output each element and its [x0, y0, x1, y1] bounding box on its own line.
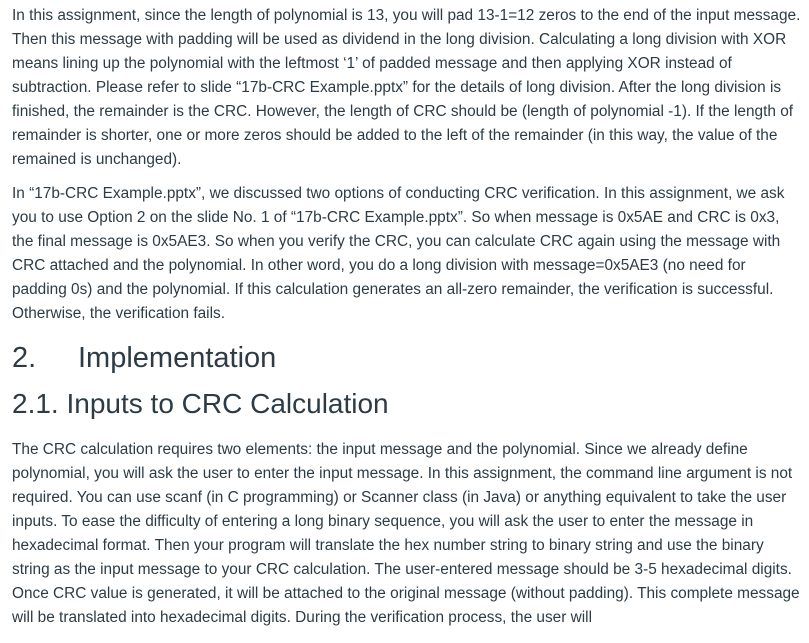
subsection-heading-inputs: 2.1. Inputs to CRC Calculation [12, 388, 389, 419]
section-number: 2. [12, 342, 37, 374]
paragraph-inputs: The CRC calculation requires two elements: the input message and the polynomial. Since we already define polynomial, you will ask the user to enter the input message. In this assignment, the command line argument is not required. You can use scanf (in C programming) or Scanner class (in Java) or anything equivalent to take the user inputs. To ease the difficulty of entering a long binary sequence, you will ask the user to enter the message in hexadecimal format. Then your program will translate the hex number string to binary string and use the binary string as the input message to your CRC calculation. The user-entered message should be 3-5 hexadecimal digits. Once CRC value is generated, it will be attached to the original message (without padding). This complete message will be translated into hexadecimal digits. During the verification process, the user will [12, 441, 800, 626]
section-heading-implementation [12, 338, 802, 378]
document-page [12, 4, 802, 640]
paragraph-crc-verification: In “17b-CRC Example.pptx”, we discussed two options of conducting CRC verification. In this assignment, we ask you to use Option 2 on the slide No. 1 of “17b-CRC Example.pptx”. So when message is 0x5AE and CRC is 0x3, the final message is 0x5AE3. So when you verify the CRC, you can calculate CRC again using the message with CRC attached and the polynomial. In other word, you do a long division with message=0x5AE3 (no need for padding 0s) and the polynomial. If this calculation generates an all-zero remainder, the verification is successful. Otherwise, the verification fails. [12, 185, 785, 322]
paragraph-long-division: In this assignment, since the length of polynomial is 13, you will pad 13-1=12 zeros to the end of the input message. Then this message with padding will be used as dividend in the long division. Calculating a long division with XOR means lining up the polynomial with the leftmost ‘1’ of padded message and then applying XOR instead of subtraction. Please refer to slide “17b-CRC Example.pptx” for the details of long division. After the long division is finished, the remainder is the CRC. However, the length of CRC should be (length of polynomial -1). If the length of remainder is shorter, one or more zeros should be added to the left of the remainder (in this way, the value of the remained is unchanged). [12, 7, 801, 168]
section-title: Implementation [78, 342, 277, 374]
